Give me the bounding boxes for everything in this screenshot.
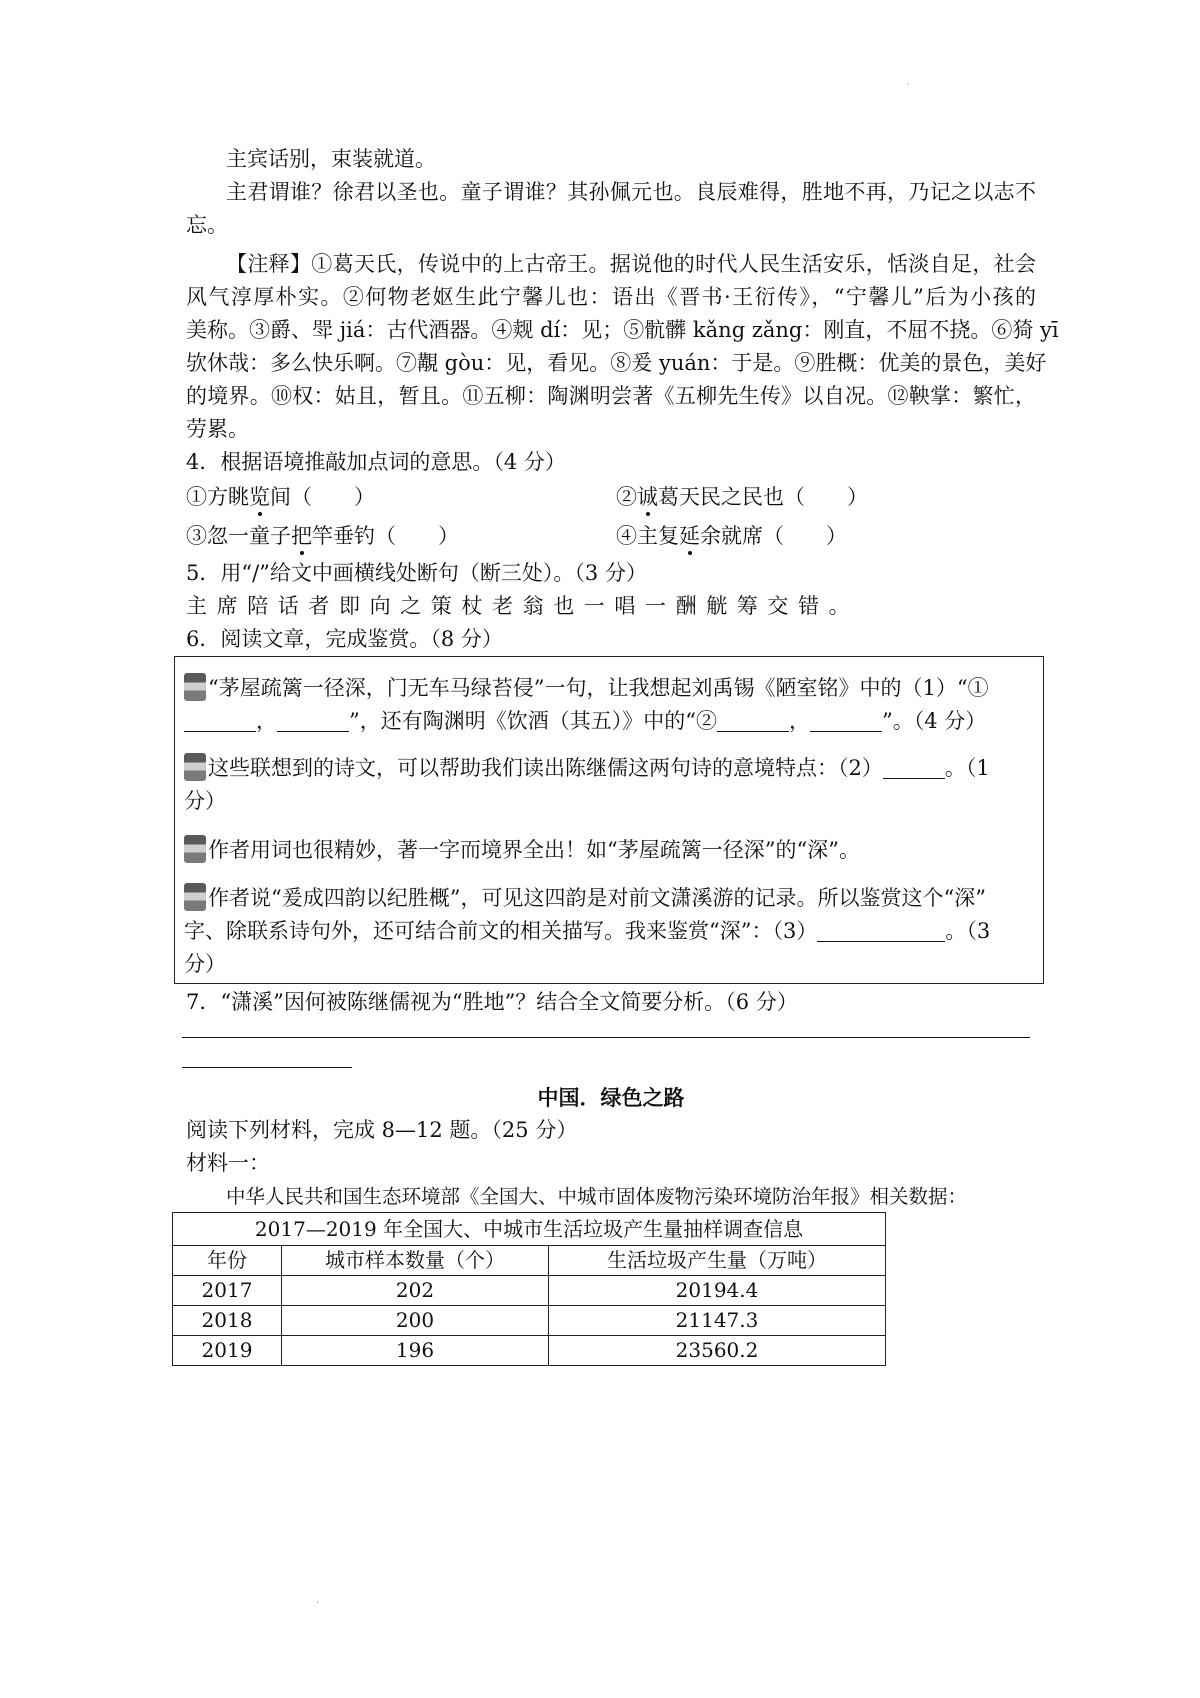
student-avatar-icon (184, 883, 206, 911)
scan-speck: · (906, 80, 910, 91)
question-4-item-4 (616, 520, 1036, 553)
material-1-label: 材料一： (186, 1151, 270, 1175)
box-text: ”，还有陶渊明《饮酒（其五）》中的“② (349, 709, 717, 733)
cell-year: 2019 (173, 1336, 282, 1366)
cell-sample-count: 196 (282, 1336, 549, 1366)
box-text: 作者说“爰成四韵以纪胜概”，可见这四韵是对前文潇溪游的记录。所以鉴赏这个“深” (208, 886, 986, 910)
box-text: “茅屋疏篱一径深，门无车马绿苔侵”一句，让我想起刘禹锡《陋室铭》中的（1）“① (208, 676, 989, 700)
table-caption: 2017—2019 年全国大、中城市生活垃圾产生量抽样调查信息 (173, 1213, 886, 1246)
cell-garbage-amount: 23560.2 (549, 1336, 886, 1366)
box-line5 (184, 834, 1034, 867)
answer-line[interactable] (182, 1067, 352, 1068)
answer-blank[interactable] (883, 756, 945, 779)
cell-garbage-amount: 20194.4 (549, 1276, 886, 1306)
question-4-item-2 (616, 481, 1036, 514)
item-text: ①方眺 (186, 485, 249, 509)
item-text: 葛天民之民也（ ） (658, 485, 868, 509)
table-row (173, 1306, 886, 1336)
emphasized-char: 延 (679, 524, 700, 548)
box-text: 。（1 (944, 756, 990, 780)
box-text: ”。（4 分） (881, 709, 987, 733)
column-header-sample-count: 城市样本数量（个） (282, 1246, 549, 1276)
emphasized-char: 诚 (637, 485, 658, 509)
question-4-title: 4．根据语境推敲加点词的意思。（4 分） (186, 450, 566, 474)
item-text: 竿垂钓（ ） (312, 524, 459, 548)
box-line8: 分） (184, 952, 226, 976)
item-text: 间（ ） (270, 485, 375, 509)
reading-instructions: 阅读下列材料，完成 8—12 题。（25 分） (186, 1118, 578, 1142)
item-text: ③忽一童子 (186, 524, 291, 548)
question-5-title: 5．用“/”给文中画横线处断句（断三处）。（3 分） (186, 561, 647, 585)
annotation-line2: 风气淳厚朴实。②何物老妪生此宁馨儿也：语出《晋书·王衍传》，“宁馨儿”后为小孩的 (186, 285, 1036, 309)
table-header-row (173, 1246, 886, 1276)
annotation-line3: 美称。③爵、斝 jiá：古代酒器。④觌 dí：见；⑤骯髒 kǎng zǎng：刚直，不屈不挠。⑥猗 yī (186, 318, 1059, 342)
student-avatar-icon (184, 673, 206, 701)
material-1-intro: 中华人民共和国生态环境部《全国大、中城市固体废物污染环境防治年报》相关数据： (226, 1185, 968, 1208)
cell-year: 2018 (173, 1306, 282, 1336)
table-row (173, 1276, 886, 1306)
answer-line[interactable] (182, 1037, 1030, 1038)
answer-blank[interactable] (184, 709, 256, 732)
question-7-title: 7．“潇溪”因何被陈继儒视为“胜地”？结合全文简要分析。（6 分） (186, 990, 798, 1014)
emphasized-char: 把 (291, 524, 312, 548)
table-caption-row (173, 1213, 886, 1246)
paragraph-farewell: 主宾话别，束装就道。 (226, 147, 436, 171)
column-header-year: 年份 (173, 1246, 282, 1276)
box-line4: 分） (184, 789, 226, 813)
question-4-item-3 (186, 520, 606, 553)
garbage-survey-table (172, 1212, 886, 1366)
box-line3 (184, 752, 1034, 785)
paragraph-closing-line2: 忘。 (186, 213, 228, 237)
answer-blank[interactable] (817, 919, 945, 942)
cell-sample-count: 202 (282, 1276, 549, 1306)
box-text: ， (788, 709, 810, 733)
answer-blank[interactable] (277, 709, 349, 732)
student-avatar-icon (184, 835, 206, 863)
section-title: 中国．绿色之路 (537, 1085, 685, 1110)
student-avatar-icon (184, 753, 206, 781)
box-text: 这些联想到的诗文，可以帮助我们读出陈继儒这两句诗的意境特点：（2） (208, 756, 883, 780)
box-line2 (184, 705, 1034, 738)
box-text: 字、除联系诗句外，还可结合前文的相关描写。我来鉴赏“深”：（3） (184, 919, 818, 943)
item-text: 余就席（ ） (700, 524, 847, 548)
box-text: ， (256, 709, 277, 733)
question-6-title: 6．阅读文章，完成鉴赏。（8 分） (186, 627, 503, 651)
question-5-sentence: 主席陪话者即向之策杖老翁也一唱一酬觥筹交错。 (186, 594, 860, 618)
table-row (173, 1336, 886, 1366)
box-text: 。（3 (945, 919, 991, 943)
question-4-item-1 (186, 481, 606, 514)
box-line6 (184, 882, 1034, 915)
answer-blank[interactable] (810, 709, 882, 732)
box-line1 (184, 672, 1034, 705)
answer-blank[interactable] (717, 709, 789, 732)
item-text: ② (616, 485, 637, 509)
annotation-line6: 劳累。 (186, 417, 249, 441)
cell-year: 2017 (173, 1276, 282, 1306)
paragraph-closing-line1: 主君谓谁？徐君以圣也。童子谓谁？其孙佩元也。良辰难得，胜地不再，乃记之以志不 (226, 180, 1036, 204)
annotation-line1: 【注释】①葛天氏，传说中的上古帝王。据说他的时代人民生活安乐，恬淡自足，社会 (226, 252, 1036, 276)
cell-garbage-amount: 21147.3 (549, 1306, 886, 1336)
emphasized-char: 览 (249, 485, 270, 509)
box-text: 作者用词也很精妙，著一字而境界全出！如“茅屋疏篱一径深”的“深”。 (208, 838, 860, 862)
annotation-line5: 的境界。⑩权：姑且，暂且。⑪五柳：陶渊明尝著《五柳先生传》以自况。⑫鞅掌：繁忙， (186, 384, 1036, 408)
box-line7 (184, 915, 1034, 948)
column-header-garbage-amount: 生活垃圾产生量（万吨） (549, 1246, 886, 1276)
scan-speck: · (316, 1598, 320, 1609)
item-text: ④主复 (616, 524, 679, 548)
annotation-line4: 欤休哉：多么快乐啊。⑦覯 gòu：见，看见。⑧爰 yuán：于是。⑨胜概：优美的景色，美好 (186, 351, 1047, 375)
cell-sample-count: 200 (282, 1306, 549, 1336)
